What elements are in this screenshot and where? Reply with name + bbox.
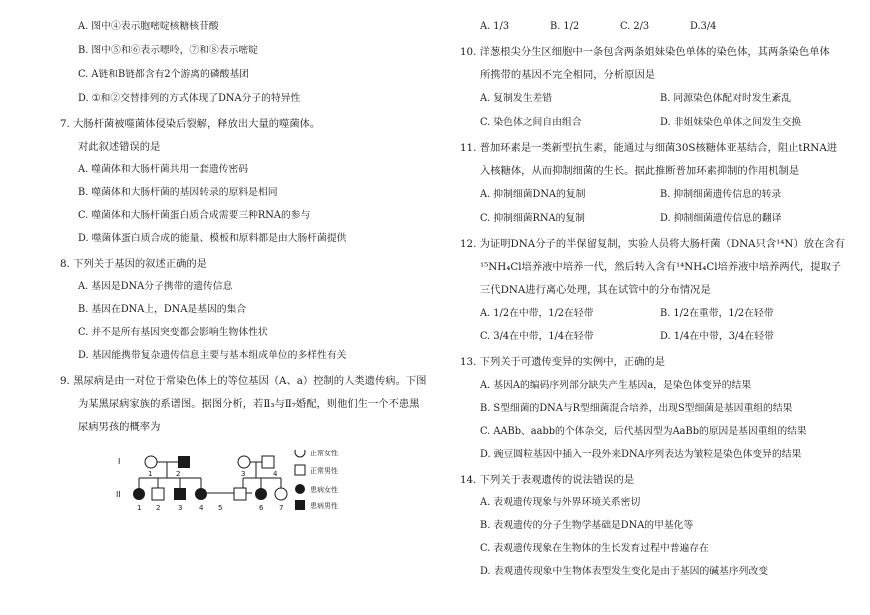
pedigree-ii5-normal-male <box>234 488 246 500</box>
q6-option-d: D. ①和②交替排列的方式体现了DNA分子的特异性 <box>78 93 301 104</box>
q10-option-c: C. 染色体之间自由组合 <box>480 117 582 128</box>
pedigree-label-ii4: 4 <box>199 504 204 512</box>
pedigree-i4-normal-male <box>262 456 274 468</box>
q7-option-c: C. 噬菌体和大肠杆菌蛋白质合成需要三种RNA的参与 <box>78 210 311 221</box>
legend-normal-male-icon <box>295 465 305 475</box>
pedigree-label-ii5: 5 <box>218 504 223 512</box>
q13-option-b: B. S型细菌的DNA与R型细菌混合培养，出现S型细菌是基因重组的结果 <box>480 403 793 414</box>
q10-stem-cont: 所携带的基因不完全相同，分析原因是 <box>480 69 656 81</box>
q6-option-b: B. 图中⑤和⑥表示嘌呤，⑦和⑧表示嘧啶 <box>78 45 258 56</box>
q7-option-b: B. 噬菌体和大肠杆菌的基因转录的原料是相同 <box>78 187 278 198</box>
q11-option-b: B. 抑制细菌遗传信息的转录 <box>660 189 782 200</box>
pedigree-ii2-normal-male <box>152 488 164 500</box>
pedigree-ii4-affected-female <box>195 488 207 500</box>
pedigree-i3-normal-female <box>238 456 250 468</box>
q7-stem: 7. 大肠杆菌被噬菌体侵染后裂解，释放出大量的噬菌体。 <box>60 118 321 130</box>
generation-1-label: I <box>118 457 121 466</box>
q11-stem-cont: 入核糖体，从而抑制细菌的生长。据此推断普加环素抑制的作用机制是 <box>480 165 800 177</box>
pedigree-i2-affected-male <box>178 456 190 468</box>
q13-option-a: A. 基因A的编码序列部分缺失产生基因a，是染色体变异的结果 <box>480 380 752 391</box>
pedigree-ii6-affected-female <box>255 488 267 500</box>
q10-option-a: A. 复制发生差错 <box>480 93 553 104</box>
legend-affected-female: 患病女性 <box>310 486 338 494</box>
pedigree-i1-normal-female <box>145 456 157 468</box>
q9-stem-cont2: 尿病男孩的概率为 <box>78 421 161 433</box>
q8-option-d: D. 基因能携带复杂遗传信息主要与基本组成单位的多样性有关 <box>78 350 347 361</box>
q11-option-d: D. 抑制细菌遗传信息的翻译 <box>660 213 782 224</box>
q10-stem: 10. 洋葱根尖分生区细胞中一条包含两条姐妹染色单体的染色体，其两条染色单体 <box>460 46 830 58</box>
q7-option-a: A. 噬菌体和大肠杆菌共用一套遗传密码 <box>78 164 249 175</box>
q9-option-d: D.3/4 <box>690 21 717 32</box>
pedigree-label-i2: 2 <box>176 470 181 478</box>
q9-option-b: B. 1/2 <box>550 21 580 32</box>
q12-stem-cont: ¹⁵NH₄Cl培养液中培养一代，然后转入含有¹⁴NH₄Cl培养液中培养两代，提取子 <box>480 261 842 273</box>
q9-option-a: A. 1/3 <box>480 21 510 32</box>
q10-option-d: D. 非姐妹染色单体之间发生交换 <box>660 117 802 128</box>
q13-option-c: C. AABb、aabb的个体杂交，后代基因型为AaBb的原因是基因重组的结果 <box>480 426 807 437</box>
q7-option-d: D. 噬菌体蛋白质合成的能量、模板和原料都是由大肠杆菌提供 <box>78 233 347 244</box>
q9-option-c: C. 2/3 <box>620 21 650 32</box>
q12-option-b: B. 1/2在重带，1/2在轻带 <box>660 308 774 319</box>
pedigree-label-i4: 4 <box>273 470 278 478</box>
legend-normal-female: 正常女性 <box>310 450 338 457</box>
generation-2-label: II <box>116 490 121 499</box>
q12-option-d: D. 1/4在中带，3/4在轻带 <box>660 331 774 342</box>
legend-normal-female-icon <box>295 450 305 457</box>
q13-stem: 13. 下列关于可遗传变异的实例中，正确的是 <box>460 356 665 368</box>
legend-normal-male: 正常男性 <box>310 467 338 475</box>
pedigree-ii1-affected-female <box>133 488 145 500</box>
q14-option-b: B. 表观遗传的分子生物学基础是DNA的甲基化等 <box>480 520 694 531</box>
q14-option-c: C. 表观遗传现象在生物体的生长发育过程中普遍存在 <box>480 543 709 554</box>
q6-option-c: C. A链和B链都含有2个游离的磷酸基团 <box>78 69 250 80</box>
q8-option-a: A. 基因是DNA分子携带的遗传信息 <box>78 281 233 292</box>
pedigree-chart <box>110 450 470 516</box>
q7-stem-cont: 对此叙述错误的是 <box>78 141 161 153</box>
q6-option-a: A. 图中④表示胞嘧啶核糖核苷酸 <box>78 21 219 32</box>
pedigree-label-i1: 1 <box>148 470 153 478</box>
q9-stem-cont: 为某黑尿病家族的系谱图。据图分析，若Ⅱ₃与Ⅱ₇婚配，则他们生一个不患黑 <box>78 398 420 410</box>
q10-option-b: B. 同源染色体配对时发生紊乱 <box>660 93 791 104</box>
q14-option-a: A. 表观遗传现象与外界环境关系密切 <box>480 497 641 508</box>
pedigree-ii7-normal-female <box>275 488 287 500</box>
q12-stem: 12. 为证明DNA分子的半保留复制，实验人员将大肠杆菌（DNA只含¹⁴N）放在含有 <box>460 238 845 250</box>
pedigree-label-i3: 3 <box>241 470 246 478</box>
q13-option-d: D. 豌豆圆粒基因中插入一段外来DNA序列表达为皱粒是染色体变异的结果 <box>480 449 802 460</box>
q14-option-d: D. 表观遗传现象中生物体表型发生变化是由于基因的碱基序列改变 <box>480 566 769 577</box>
q11-stem: 11. 普加环素是一类新型抗生素，能通过与细菌30S核糖体亚基结合，阻止tRNA进 <box>460 142 838 154</box>
pedigree-label-ii6: 6 <box>259 504 264 512</box>
pedigree-label-ii2: 2 <box>156 504 161 512</box>
q11-option-c: C. 抑制细菌RNA的复制 <box>480 213 585 224</box>
q8-option-b: B. 基因在DNA上，DNA是基因的集合 <box>78 304 247 315</box>
q8-option-c: C. 并不是所有基因突变都会影响生物体性状 <box>78 327 268 338</box>
pedigree-label-ii3: 3 <box>178 504 183 512</box>
q12-option-c: C. 3/4在中带，1/4在轻带 <box>480 331 594 342</box>
pedigree-label-ii1: 1 <box>137 504 142 512</box>
q8-stem: 8. 下列关于基因的叙述正确的是 <box>60 258 207 270</box>
pedigree-ii3-affected-male <box>174 488 186 500</box>
legend-affected-male-icon <box>295 500 305 510</box>
q12-stem-cont2: 三代DNA进行离心处理，其在试管中的分布情况是 <box>480 284 711 296</box>
q11-option-a: A. 抑制细菌DNA的复制 <box>480 189 586 200</box>
q12-option-a: A. 1/2在中带，1/2在轻带 <box>480 308 594 319</box>
legend-affected-female-icon <box>295 484 305 494</box>
legend-affected-male: 患病男性 <box>310 502 338 510</box>
q9-stem: 9. 黑尿病是由一对位于常染色体上的等位基因（A、a）控制的人类遗传病。下图 <box>60 375 427 387</box>
q14-stem: 14. 下列关于表观遗传的说法错误的是 <box>460 474 635 486</box>
pedigree-label-ii7: 7 <box>279 504 284 512</box>
